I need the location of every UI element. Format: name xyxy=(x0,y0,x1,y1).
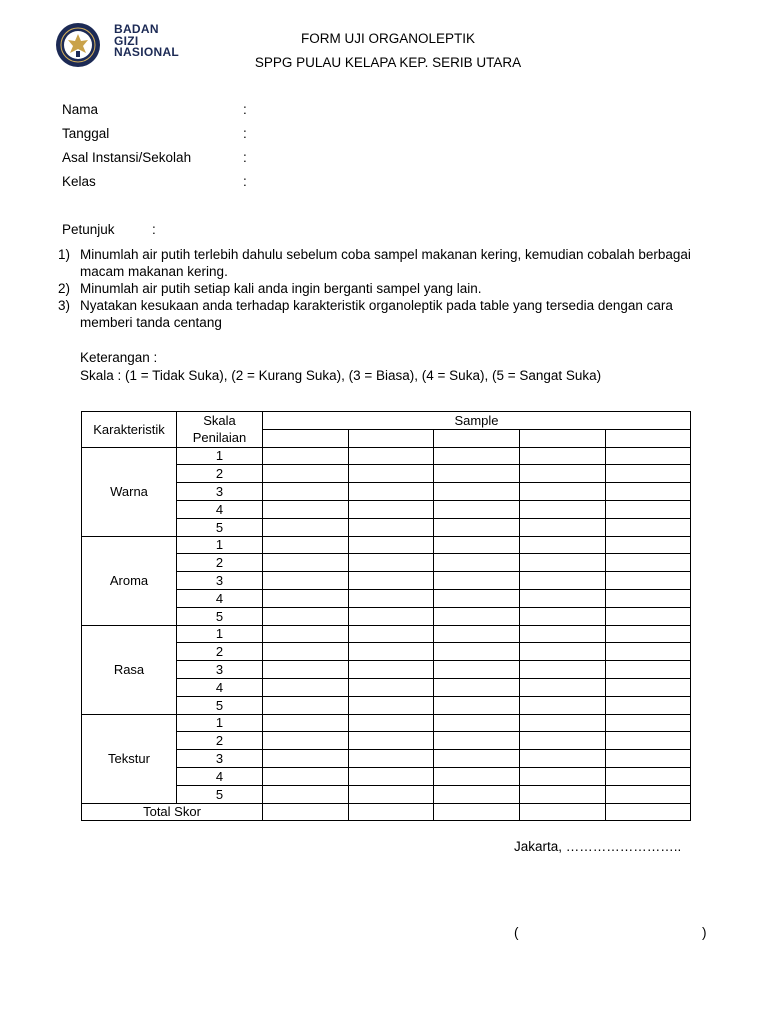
instruction-item xyxy=(58,280,728,298)
sample-cell[interactable] xyxy=(606,447,691,465)
field-colon: : xyxy=(243,150,247,165)
sample-cell[interactable] xyxy=(520,518,606,536)
total-cell[interactable] xyxy=(520,803,606,821)
logo-line: BADAN xyxy=(114,22,159,36)
sample-cell[interactable] xyxy=(520,661,606,679)
sample-cell[interactable] xyxy=(349,483,434,501)
sample-cell[interactable] xyxy=(520,465,606,483)
sample-cell[interactable] xyxy=(263,714,349,732)
field-label-instansi: Asal Instansi/Sekolah xyxy=(62,150,192,165)
sample-cell[interactable] xyxy=(520,589,606,607)
sample-cell[interactable] xyxy=(606,589,691,607)
sample-cell[interactable] xyxy=(606,767,691,785)
sample-cell[interactable] xyxy=(606,696,691,714)
table-row xyxy=(82,536,691,554)
sample-cell[interactable] xyxy=(606,785,691,803)
sample-cell[interactable] xyxy=(263,732,349,750)
sample-cell[interactable] xyxy=(349,589,434,607)
sample-cell[interactable] xyxy=(349,518,434,536)
sample-cell[interactable] xyxy=(520,500,606,518)
sample-cell[interactable] xyxy=(349,750,434,768)
instruction-text: Nyatakan kesukaan anda terhadap karakteristik organoleptik pada table yang tersedia dengan cara memberi tanda centang xyxy=(80,298,673,330)
header-sample: Sample xyxy=(263,412,691,430)
sample-cell[interactable] xyxy=(606,678,691,696)
sample-column-header xyxy=(263,429,349,447)
place-date: Jakarta, …………………….. xyxy=(514,839,682,854)
instructions-colon: : xyxy=(152,222,156,237)
table-row xyxy=(82,447,691,465)
sample-cell[interactable] xyxy=(263,483,349,501)
sample-cell[interactable] xyxy=(263,500,349,518)
sample-cell[interactable] xyxy=(434,661,520,679)
sample-cell[interactable] xyxy=(434,767,520,785)
sample-cell[interactable] xyxy=(520,483,606,501)
sample-cell[interactable] xyxy=(606,625,691,643)
total-cell[interactable] xyxy=(606,803,691,821)
sample-cell[interactable] xyxy=(520,572,606,590)
instruction-text: Minumlah air putih terlebih dahulu sebelum coba sampel makanan kering, kemudian cobalah berbagai macam makanan kering. xyxy=(80,247,691,279)
sample-cell[interactable] xyxy=(434,696,520,714)
sample-cell[interactable] xyxy=(349,643,434,661)
sample-cell[interactable] xyxy=(434,536,520,554)
sample-cell[interactable] xyxy=(434,500,520,518)
sample-cell[interactable] xyxy=(349,661,434,679)
assessment-table xyxy=(81,411,691,821)
sample-cell[interactable] xyxy=(349,554,434,572)
instruction-item xyxy=(58,297,728,333)
score-cell: 2 xyxy=(177,465,263,483)
field-colon: : xyxy=(243,126,247,141)
sample-cell[interactable] xyxy=(349,696,434,714)
table-row xyxy=(82,714,691,732)
sample-cell[interactable] xyxy=(349,465,434,483)
sample-cell[interactable] xyxy=(606,714,691,732)
score-cell: 1 xyxy=(177,536,263,554)
sample-cell[interactable] xyxy=(263,678,349,696)
characteristic-warna: Warna xyxy=(82,447,177,536)
sample-cell[interactable] xyxy=(349,732,434,750)
sample-cell[interactable] xyxy=(434,785,520,803)
field-label-nama: Nama xyxy=(62,102,99,117)
sample-column-header xyxy=(434,429,520,447)
sample-cell[interactable] xyxy=(263,643,349,661)
score-cell: 2 xyxy=(177,732,263,750)
sample-cell[interactable] xyxy=(606,465,691,483)
sample-cell[interactable] xyxy=(349,500,434,518)
characteristic-tekstur: Tekstur xyxy=(82,714,177,803)
sample-cell[interactable] xyxy=(520,750,606,768)
sample-cell[interactable] xyxy=(606,732,691,750)
score-cell: 5 xyxy=(177,785,263,803)
sample-column-header xyxy=(349,429,434,447)
sample-cell[interactable] xyxy=(434,483,520,501)
sample-column-header xyxy=(520,429,606,447)
sample-cell[interactable] xyxy=(520,714,606,732)
score-cell: 5 xyxy=(177,607,263,625)
sample-cell[interactable] xyxy=(434,643,520,661)
instructions-heading: Petunjuk xyxy=(62,222,115,237)
sample-cell[interactable] xyxy=(349,625,434,643)
legend-scale: Skala : (1 = Tidak Suka), (2 = Kurang Suka), (3 = Biasa), (4 = Suka), (5 = Sangat Suka) xyxy=(80,368,602,383)
total-skor-label: Total Skor xyxy=(82,803,263,821)
instruction-number: 2) xyxy=(58,281,71,296)
sample-cell[interactable] xyxy=(520,447,606,465)
sample-cell[interactable] xyxy=(520,767,606,785)
sample-column-header xyxy=(606,429,691,447)
sample-cell[interactable] xyxy=(263,785,349,803)
sample-cell[interactable] xyxy=(434,554,520,572)
sample-cell[interactable] xyxy=(606,750,691,768)
sample-cell[interactable] xyxy=(520,625,606,643)
sample-cell[interactable] xyxy=(520,554,606,572)
score-cell: 4 xyxy=(177,678,263,696)
sample-cell[interactable] xyxy=(434,625,520,643)
sample-cell[interactable] xyxy=(606,661,691,679)
score-cell: 5 xyxy=(177,518,263,536)
score-cell: 2 xyxy=(177,554,263,572)
score-cell: 1 xyxy=(177,714,263,732)
total-cell[interactable] xyxy=(434,803,520,821)
sample-cell[interactable] xyxy=(263,767,349,785)
header-skala-penilaian: Skala Penilaian xyxy=(177,412,263,448)
score-cell: 4 xyxy=(177,500,263,518)
sample-cell[interactable] xyxy=(263,607,349,625)
sample-cell[interactable] xyxy=(349,678,434,696)
sample-cell[interactable] xyxy=(520,643,606,661)
sample-cell[interactable] xyxy=(606,500,691,518)
score-cell: 4 xyxy=(177,589,263,607)
sample-cell[interactable] xyxy=(434,732,520,750)
logo-line: NASIONAL xyxy=(114,45,180,59)
sample-cell[interactable] xyxy=(349,785,434,803)
sample-cell[interactable] xyxy=(434,447,520,465)
sample-cell[interactable] xyxy=(606,643,691,661)
sample-cell[interactable] xyxy=(349,714,434,732)
sample-cell[interactable] xyxy=(606,483,691,501)
sample-cell[interactable] xyxy=(263,661,349,679)
sample-cell[interactable] xyxy=(263,536,349,554)
sample-cell[interactable] xyxy=(349,767,434,785)
sample-cell[interactable] xyxy=(434,465,520,483)
sample-cell[interactable] xyxy=(434,572,520,590)
field-label-tanggal: Tanggal xyxy=(62,126,110,141)
logo-line: GIZI xyxy=(114,33,139,48)
sample-cell[interactable] xyxy=(349,572,434,590)
sample-cell[interactable] xyxy=(349,607,434,625)
sample-cell[interactable] xyxy=(434,714,520,732)
sample-cell[interactable] xyxy=(606,554,691,572)
score-cell: 3 xyxy=(177,483,263,501)
score-cell: 2 xyxy=(177,643,263,661)
sample-cell[interactable] xyxy=(606,518,691,536)
sample-cell[interactable] xyxy=(349,447,434,465)
sample-cell[interactable] xyxy=(606,572,691,590)
field-label-kelas: Kelas xyxy=(62,174,96,189)
sample-cell[interactable] xyxy=(520,678,606,696)
score-cell: 1 xyxy=(177,447,263,465)
total-cell[interactable] xyxy=(349,803,434,821)
field-colon: : xyxy=(243,102,247,117)
sample-cell[interactable] xyxy=(263,572,349,590)
total-row xyxy=(82,803,691,821)
characteristic-rasa: Rasa xyxy=(82,625,177,714)
score-cell: 3 xyxy=(177,572,263,590)
instruction-text: Minumlah air putih setiap kali anda ingin berganti sampel yang lain. xyxy=(80,281,482,296)
sample-cell[interactable] xyxy=(520,536,606,554)
form-subtitle: SPPG PULAU KELAPA KEP. SERIB UTARA xyxy=(254,55,522,70)
sample-cell[interactable] xyxy=(520,732,606,750)
sample-cell[interactable] xyxy=(434,518,520,536)
score-cell: 1 xyxy=(177,625,263,643)
score-cell: 4 xyxy=(177,767,263,785)
sample-cell[interactable] xyxy=(263,447,349,465)
header-karakteristik: Karakteristik xyxy=(82,412,177,448)
sample-cell[interactable] xyxy=(434,678,520,696)
sample-cell[interactable] xyxy=(520,607,606,625)
sample-cell[interactable] xyxy=(263,625,349,643)
sample-cell[interactable] xyxy=(263,750,349,768)
score-cell: 3 xyxy=(177,661,263,679)
score-cell: 3 xyxy=(177,750,263,768)
sample-cell[interactable] xyxy=(434,607,520,625)
field-colon: : xyxy=(243,174,247,189)
sample-cell[interactable] xyxy=(520,785,606,803)
form-title: FORM UJI ORGANOLEPTIK xyxy=(300,31,476,46)
sample-cell[interactable] xyxy=(263,696,349,714)
characteristic-aroma: Aroma xyxy=(82,536,177,625)
sample-cell[interactable] xyxy=(349,536,434,554)
score-cell: 5 xyxy=(177,696,263,714)
instruction-item xyxy=(58,246,728,282)
sample-cell[interactable] xyxy=(606,607,691,625)
sample-cell[interactable] xyxy=(606,536,691,554)
sample-cell[interactable] xyxy=(263,465,349,483)
instruction-number: 3) xyxy=(58,298,71,313)
signature-open-paren: ( xyxy=(514,925,519,940)
sample-cell[interactable] xyxy=(520,696,606,714)
sample-cell[interactable] xyxy=(263,518,349,536)
sample-cell[interactable] xyxy=(263,554,349,572)
sample-cell[interactable] xyxy=(434,750,520,768)
sample-cell[interactable] xyxy=(263,589,349,607)
signature-close-paren: ) xyxy=(702,925,707,940)
instruction-number: 1) xyxy=(58,247,71,262)
total-cell[interactable] xyxy=(263,803,349,821)
sample-cell[interactable] xyxy=(434,589,520,607)
legend-heading: Keterangan : xyxy=(80,350,158,365)
table-row xyxy=(82,625,691,643)
